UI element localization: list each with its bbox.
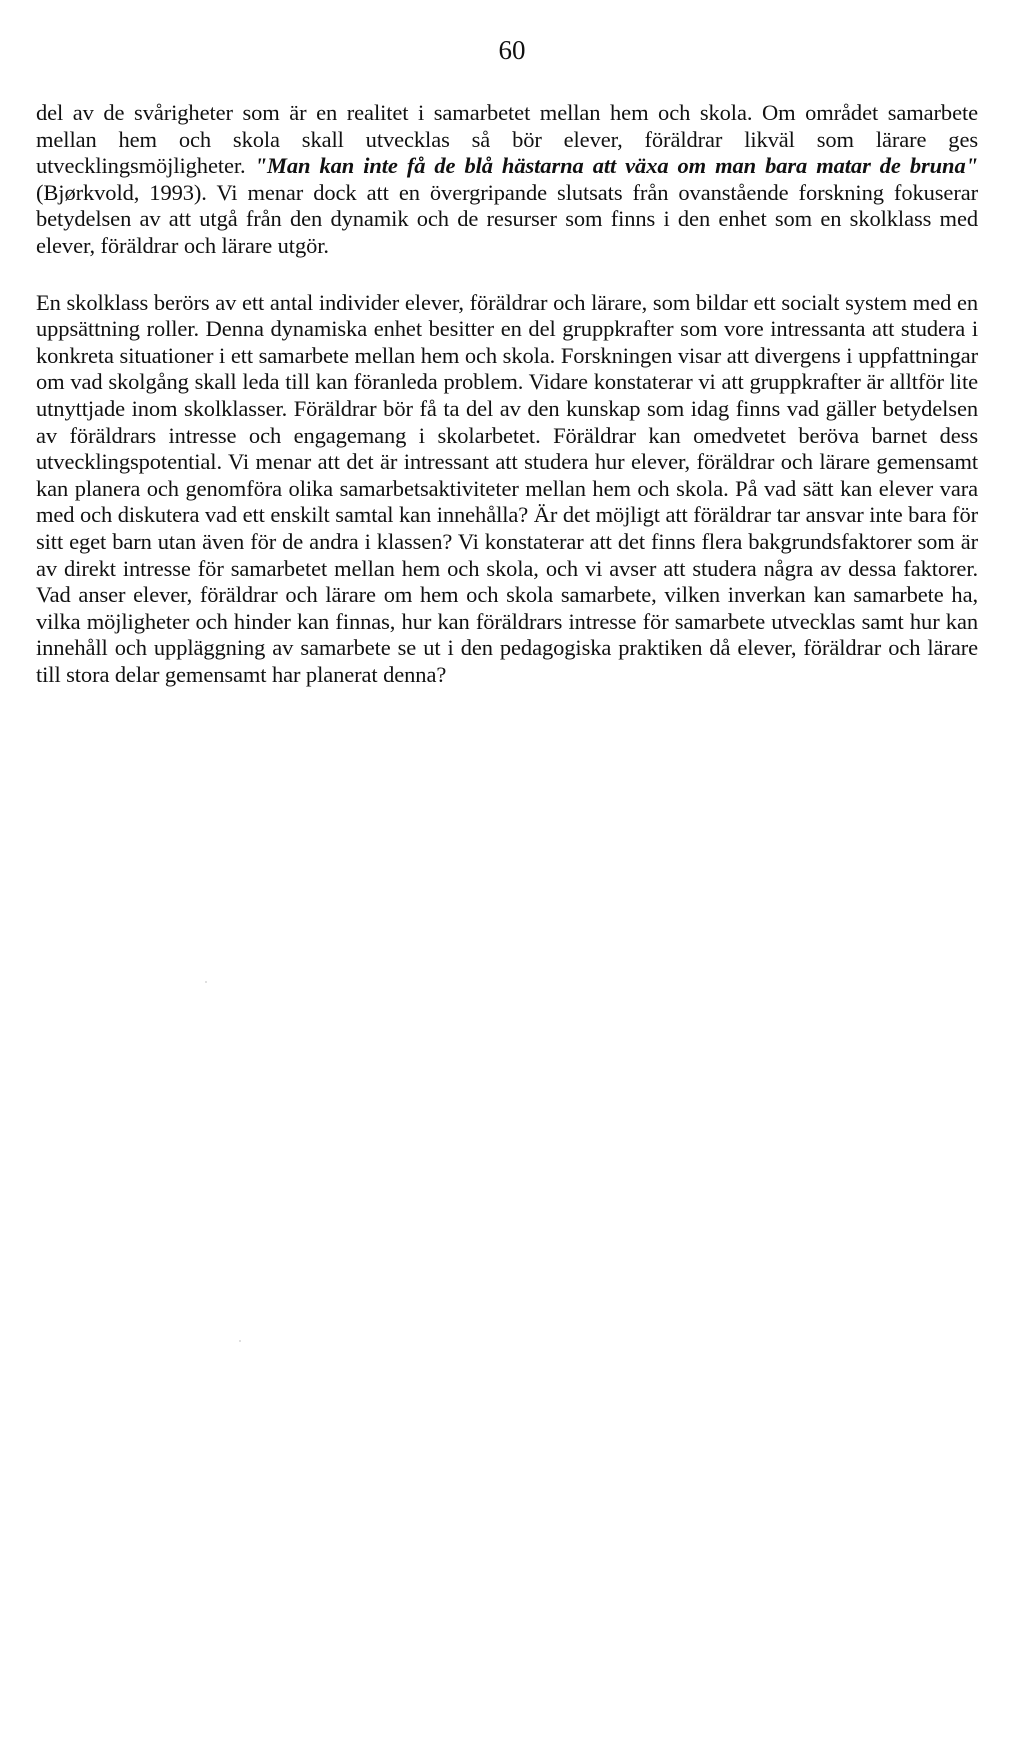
scan-speck: [239, 1340, 241, 1342]
paragraph-1-text-after-quote: (Bjørkvold, 1993). Vi menar dock att en övergripande slutsats från ovanstående forskning fokuserar betydelsen av att utgå från den dynamik och de resurser som finns i den enhet som en skolklass med elever, föräldrar och lärare utgör.: [36, 179, 978, 258]
scan-speck: [205, 981, 207, 983]
paragraph-2: En skolklass berörs av ett antal individer elever, föräldrar och lärare, som bildar ett socialt system med en uppsättning roller. Denna dynamiska enhet besitter en del gruppkrafter som vore intressanta att studera i konkreta situationer i ett samarbete mellan hem och skola. Forskningen visar att divergens i uppfattningar om vad skolgång skall leda till kan föranleda problem. Vidare konstaterar vi att gruppkrafter är alltför lite utnyttjade inom skolklasser. Föräldrar bör få ta del av den kunskap som idag finns vad gäller betydelsen av föräldrars intresse och engagemang i skolarbetet. Föräldrar kan omedvetet beröva barnet dess utvecklingspotential. Vi menar att det är intressant att studera hur elever, föräldrar och lärare gemensamt kan planera och genomföra olika samarbetsaktiviteter mellan hem och skola. På vad sätt kan elever vara med och diskutera vad ett enskilt samtal kan innehålla? Är det möjligt att föräldrar tar ansvar inte bara för sitt eget barn utan även för de andra i klassen? Vi konstaterar att det finns flera bakgrundsfaktorer som är av direkt intresse för samarbetet mellan hem och skola, och vi avser att studera några av dessa faktorer. Vad anser elever, föräldrar och lärare om hem och skola samarbete, vilken inverkan kan samarbete ha, vilka möjligheter och hinder kan finnas, hur kan föräldrars intresse för samarbete utvecklas samt hur kan innehåll och uppläggning av samarbete se ut i den pedagogiska praktiken då elever, föräldrar och lärare till stora delar gemensamt har planerat denna?: [36, 289, 978, 687]
body-text: [36, 100, 978, 688]
page-number: 60: [498, 35, 526, 65]
paragraph-1-text-before-quote: del av de svårigheter som är en realitet i samarbetet mellan hem och skola. Om området samarbete mellan hem och skola skall utvecklas så bör elever, föräldrar likväl som lärare ges utvecklingsmöjligheter.: [36, 100, 978, 179]
quotation: "Man kan inte få de blå hästarna att växa om man bara matar de bruna": [254, 153, 978, 179]
paragraph-1: [36, 100, 978, 260]
